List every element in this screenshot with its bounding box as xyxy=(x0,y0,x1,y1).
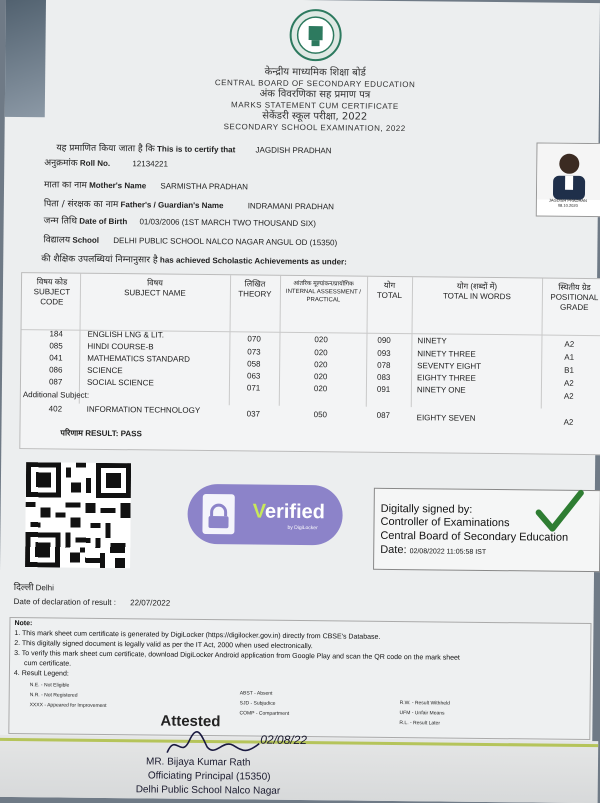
verified-by-digilocker-badge xyxy=(187,484,343,546)
table-row: 041 MATHEMATICS STANDARD 058 020 078 SEVENTY EIGHT B1 xyxy=(49,353,574,375)
page-corner-shadow xyxy=(5,0,46,117)
place: दिल्ली Delhi xyxy=(13,583,54,594)
student-name: JAGDISH PRADHAN xyxy=(255,145,332,156)
achievement-row: की शैक्षिक उपलब्धियां निम्नानुसार है has achieved Scholastic Achievements as under: xyxy=(41,254,347,267)
dob-row: जन्म तिथि Date of Birth 01/03/2006 (1ST MARCH TWO THOUSAND SIX) xyxy=(43,216,317,229)
table-row-additional: 402 INFORMATION TECHNOLOGY 037 050 087 EIGHTY SEVEN A2 xyxy=(48,404,574,427)
document-lock-icon xyxy=(202,494,234,534)
col-header-grade: स्थितीय ग्रेड POSITIONAL GRADE xyxy=(550,282,599,313)
principal-name: MR. Bijaya Kumar Rath xyxy=(145,756,251,769)
declaration-date: Date of declaration of result : 22/07/2022 xyxy=(13,597,171,608)
mother-name: SARMISTHA PRADHAN xyxy=(160,181,249,192)
table-row: 085 HINDI COURSE-B 073 020 093 NINETY THREE A1 xyxy=(49,341,575,362)
photo-caption: JAGDISH PRADHAN 08.10.2020 xyxy=(548,197,587,208)
notes-box: Note: 1. This mark sheet cum certificate is generated by DigiLocker (https://digilocker.gov.in) directly from CBSE's Database. 2. This digitally signed document is legally valid as per the IT Act, 2000 when used electronically. 3. To verify this mark sheet cum certificate, download DigiLocker Android application from Google Play and scan the QR code on the mark sheet cum certificate. 4. Result Legend: N.E. - Not Eligible N.R. - Not Registered XXXX - Appeared for Improvement ABST - Absent SJD - Subjudice COMP - Compartment R.W. - Result Withheld UFM - Unfair Means R.L. - Result Later xyxy=(8,617,591,740)
col-header-theory: लिखित THEORY xyxy=(238,279,272,299)
father-row: पिता / संरक्षक का नाम Father's / Guardian's Name INDRAMANI PRADHAN xyxy=(43,199,335,212)
attestation-date: 02/08/22 xyxy=(260,732,308,748)
exam-title: SECONDARY SCHOOL EXAMINATION, 2022 xyxy=(223,122,406,134)
col-header-ia: आंतरिक मूल्यांकन/प्रायोगिक INTERNAL ASSESSMENT / PRACTICAL xyxy=(285,280,361,304)
verified-sub: by DigiLocker xyxy=(287,524,318,532)
school-value: DELHI PUBLIC SCHOOL NALCO NAGAR ANGUL OD (15350) xyxy=(113,236,338,248)
table-row: 087 SOCIAL SCIENCE 071 020 091 NINETY ONE A2 xyxy=(48,377,574,401)
roll-number: 12134221 xyxy=(132,159,169,169)
header xyxy=(155,6,476,134)
col-header-words: योग (शब्दों में) TOTAL IN WORDS xyxy=(442,281,511,302)
table-row: 086 SCIENCE 063 020 083 EIGHTY THREE A2 xyxy=(49,365,574,388)
col-header-subject: विषय SUBJECT NAME xyxy=(124,278,186,298)
certify-row: यह प्रमाणित किया जाता है कि This is to certify that JAGDISH PRADHAN xyxy=(56,143,332,156)
statement-title-hindi: अंक विवरणिका सह प्रमाण पत्र xyxy=(259,88,371,101)
col-header-code: विषय कोड SUBJECT CODE xyxy=(33,277,71,307)
exam-title-hindi: सेकेंडरी स्कूल परीक्षा, 2022 xyxy=(262,110,368,123)
result: परिणाम RESULT: PASS xyxy=(60,428,142,439)
handwritten-signature-icon xyxy=(163,729,273,760)
father-name: INDRAMANI PRADHAN xyxy=(247,201,335,212)
additional-subject-label: Additional Subject: xyxy=(22,390,90,400)
col-header-total: योग TOTAL xyxy=(376,280,402,301)
cbse-logo-icon xyxy=(288,8,343,63)
qr-code-icon xyxy=(25,462,131,568)
verified-text: Verified xyxy=(252,500,326,524)
checkmark-icon xyxy=(534,488,584,534)
dob-value: 01/03/2006 (1ST MARCH TWO THOUSAND SIX) xyxy=(139,217,317,229)
roll-row: अनुक्रमांक Roll No. 12134221 xyxy=(44,158,169,169)
digital-signature-box: Digitally signed by: Controller of Examinations Central Board of Secondary Education Date: 02/08/2022 11:05:58 IST xyxy=(373,488,600,572)
mother-row: माता का नाम Mother's Name SARMISTHA PRADHAN xyxy=(43,180,249,192)
principal-title: Officiating Principal (15350) xyxy=(147,770,271,783)
board-name: CENTRAL BOARD OF SECONDARY EDUCATION xyxy=(214,78,416,90)
school-row: विद्यालय School DELHI PUBLIC SCHOOL NALCO NAGAR ANGUL OD (15350) xyxy=(43,235,338,248)
table-row: 184 ENGLISH LNG & LIT. 070 020 090 NINETY A2 xyxy=(49,329,575,349)
board-name-hindi: केन्द्रीय माध्यमिक शिक्षा बोर्ड xyxy=(264,66,366,79)
student-avatar-icon xyxy=(537,143,600,200)
principal-school: Delhi Public School Nalco Nagar xyxy=(135,784,281,797)
marks-table xyxy=(19,272,600,455)
statement-title: MARKS STATEMENT CUM CERTIFICATE xyxy=(231,100,399,112)
attested-stamp: Attested xyxy=(160,712,221,731)
